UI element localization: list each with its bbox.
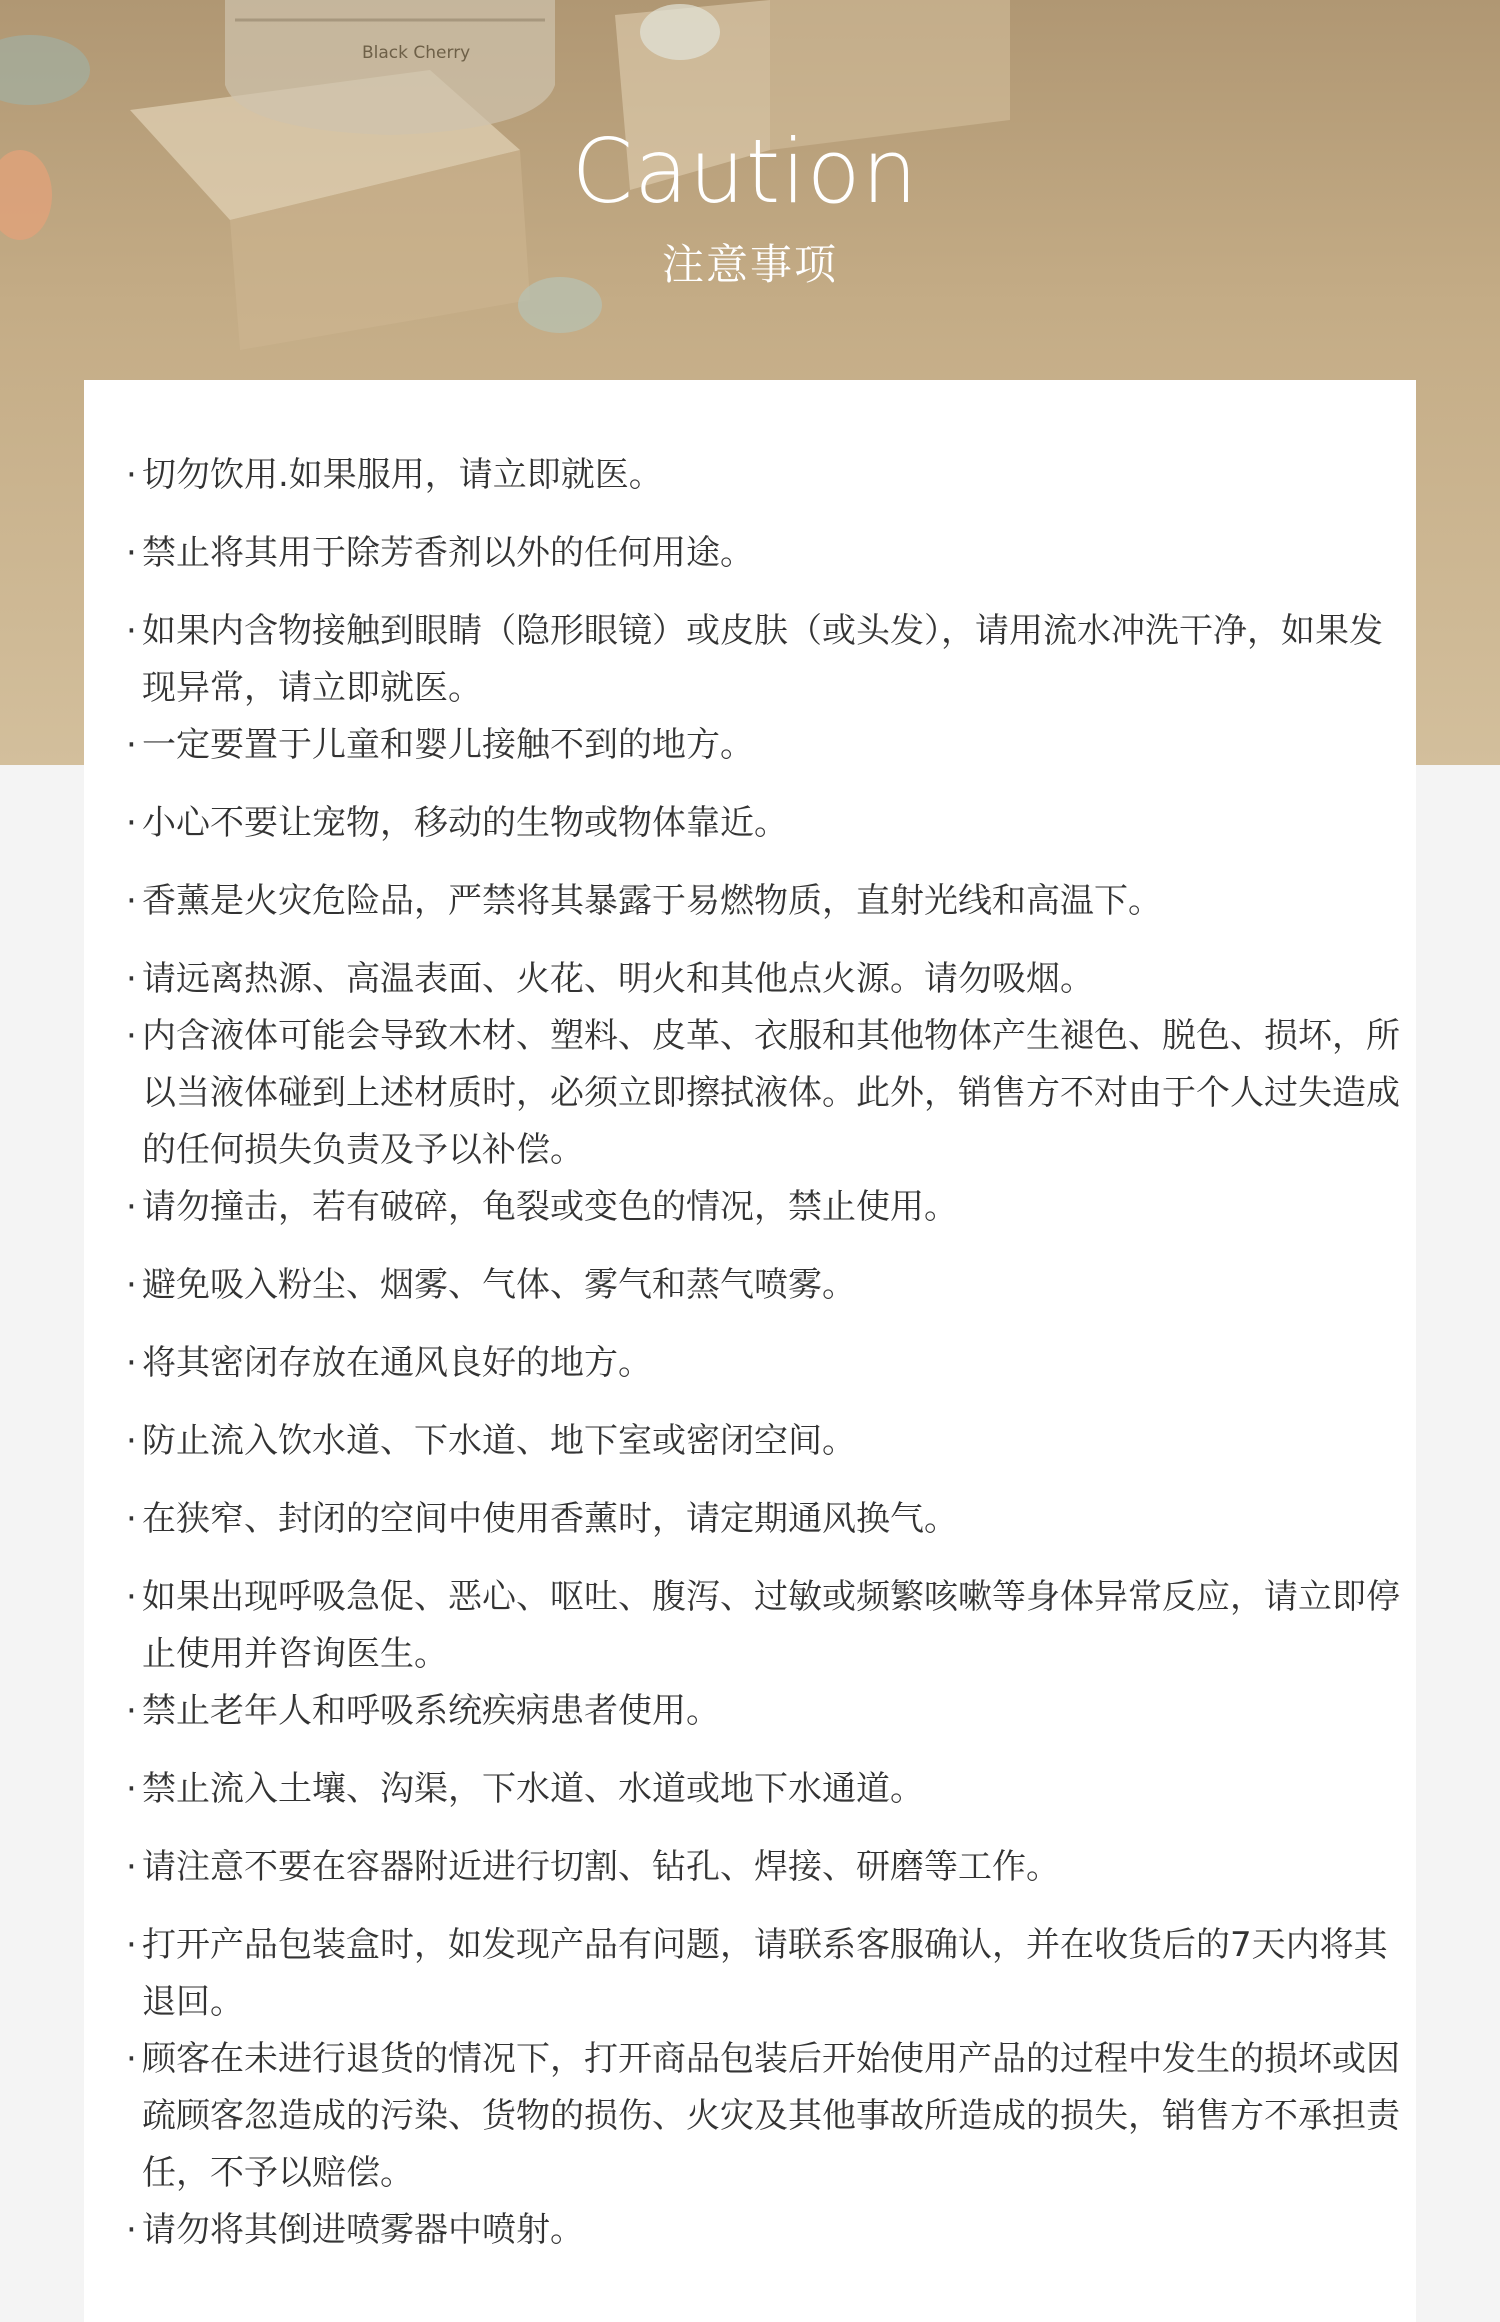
- caution-text: 在狭窄、封闭的空间中使用香薰时，请定期通风换气。: [142, 1499, 958, 1539]
- bullet: ·: [126, 1577, 137, 1617]
- bullet: ·: [126, 1925, 137, 1965]
- list-item: [126, 1839, 1416, 1896]
- page-subtitle: 注意事项: [661, 240, 838, 289]
- caution-text: 小心不要让宠物，移动的生物或物体靠近。: [142, 803, 788, 843]
- product-label: Black Cherry: [362, 43, 471, 63]
- list-item: [126, 795, 1416, 852]
- bullet: ·: [126, 725, 137, 765]
- caution-text: 如果出现呼吸急促、恶心、呕吐、腹泻、过敏或频繁咳嗽等身体异常反应，请立即停止使用并咨询医生。: [142, 1577, 1400, 1674]
- caution-text: 请注意不要在容器附近进行切割、钻孔、焊接、研磨等工作。: [142, 1847, 1060, 1887]
- bullet: ·: [126, 1265, 137, 1305]
- list-item: [126, 1335, 1416, 1392]
- bullet: ·: [126, 1769, 137, 1809]
- list-item: [126, 525, 1416, 582]
- list-item: [126, 951, 1416, 1008]
- caution-list: [126, 447, 1416, 2280]
- bullet: ·: [126, 1343, 137, 1383]
- list-item: [126, 2202, 1416, 2259]
- bullet: ·: [126, 881, 137, 921]
- bullet: ·: [126, 1421, 137, 1461]
- bullet: ·: [126, 455, 137, 495]
- list-item: [126, 1569, 1416, 1683]
- bullet: ·: [126, 803, 137, 843]
- caution-text: 将其密闭存放在通风良好的地方。: [142, 1343, 652, 1383]
- bullet: ·: [126, 959, 137, 999]
- caution-text: 香薰是火灾危险品，严禁将其暴露于易燃物质，直射光线和高温下。: [142, 881, 1162, 921]
- caution-text: 打开产品包装盒时，如发现产品有问题，请联系客服确认，并在收货后的7天内将其退回。: [142, 1925, 1388, 2022]
- bullet: ·: [126, 1691, 137, 1731]
- caution-text: 请勿将其倒进喷雾器中喷射。: [142, 2210, 584, 2250]
- list-item: [126, 1413, 1416, 1470]
- caution-text: 禁止老年人和呼吸系统疾病患者使用。: [142, 1691, 720, 1731]
- list-item: [126, 603, 1416, 717]
- caution-text: 禁止将其用于除芳香剂以外的任何用途。: [142, 533, 754, 573]
- caution-text: 一定要置于儿童和婴儿接触不到的地方。: [142, 725, 754, 765]
- list-item: [126, 447, 1416, 504]
- list-item: [126, 1761, 1416, 1818]
- caution-text: 禁止流入土壤、沟渠，下水道、水道或地下水通道。: [142, 1769, 924, 1809]
- caution-text: 如果内含物接触到眼睛（隐形眼镜）或皮肤（或头发），请用流水冲洗干净，如果发现异常，请立即就医。: [142, 611, 1383, 708]
- list-item: [126, 873, 1416, 930]
- caution-text: 切勿饮用.如果服用，请立即就医。: [142, 455, 663, 495]
- page-title: Caution: [571, 120, 919, 223]
- list-item: [126, 2031, 1416, 2202]
- caution-text: 内含液体可能会导致木材、塑料、皮革、衣服和其他物体产生褪色、脱色、损坏，所以当液体碰到上述材质时，必须立即擦拭液体。此外，销售方不对由于个人过失造成的任何损失负责及予以补偿。: [142, 1016, 1400, 1170]
- bullet: ·: [126, 611, 137, 651]
- list-item: [126, 717, 1416, 774]
- list-item: [126, 1917, 1416, 2031]
- caution-text: 避免吸入粉尘、烟雾、气体、雾气和蒸气喷雾。: [142, 1265, 856, 1305]
- caution-text: 防止流入饮水道、下水道、地下室或密闭空间。: [142, 1421, 856, 1461]
- list-item: [126, 1179, 1416, 1236]
- bullet: ·: [126, 533, 137, 573]
- caution-text: 请勿撞击，若有破碎，龟裂或变色的情况，禁止使用。: [142, 1187, 958, 1227]
- bullet: ·: [126, 1016, 137, 1056]
- caution-text: 顾客在未进行退货的情况下，打开商品包装后开始使用产品的过程中发生的损坏或因疏顾客忽造成的污染、货物的损伤、火灾及其他事故所造成的损失，销售方不承担责任，不予以赔偿。: [142, 2039, 1400, 2193]
- list-item: [126, 1491, 1416, 1548]
- bullet: ·: [126, 2210, 137, 2250]
- list-item: [126, 1008, 1416, 1179]
- bullet: ·: [126, 1187, 137, 1227]
- bullet: ·: [126, 1847, 137, 1887]
- bullet: ·: [126, 1499, 137, 1539]
- bullet: ·: [126, 2039, 137, 2079]
- list-item: [126, 1257, 1416, 1314]
- list-item: [126, 1683, 1416, 1740]
- caution-text: 请远离热源、高温表面、火花、明火和其他点火源。请勿吸烟。: [142, 959, 1094, 999]
